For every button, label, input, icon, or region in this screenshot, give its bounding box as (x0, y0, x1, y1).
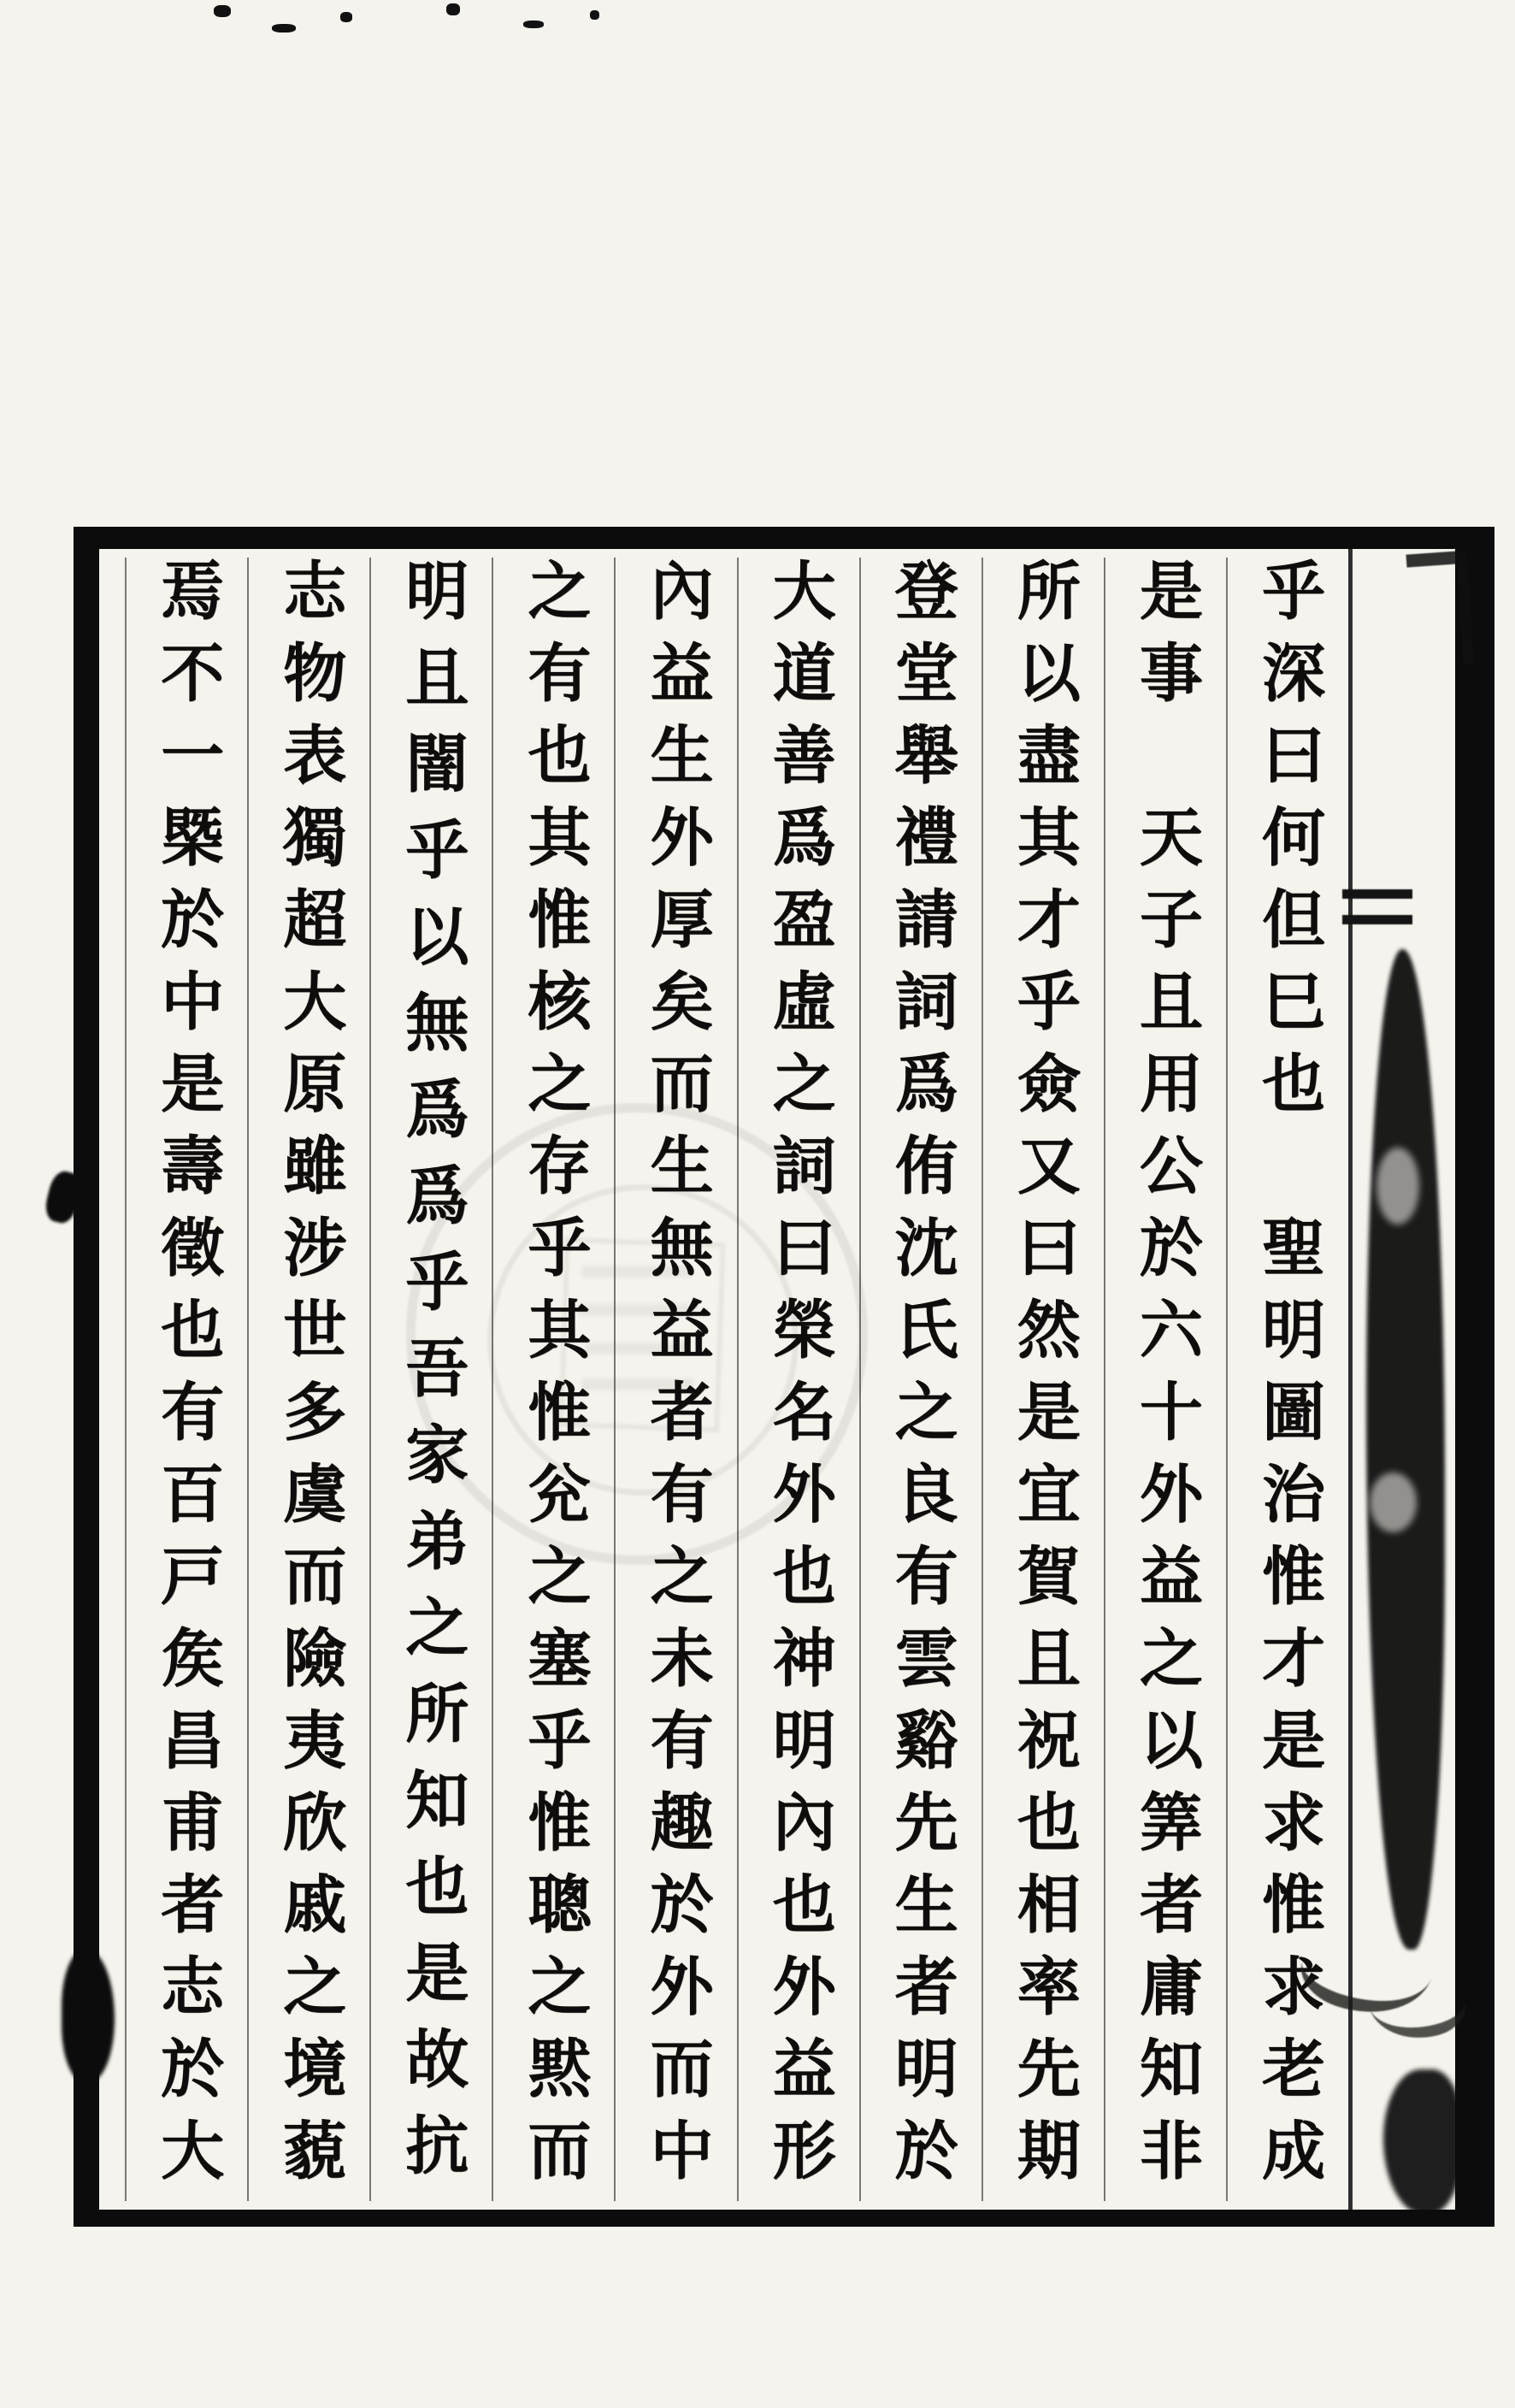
banxin-bar (1342, 889, 1412, 899)
column-text: 明且闇乎以無爲爲乎吾家弟之所知也是故抗 (395, 558, 469, 2198)
text-column-10 (125, 558, 247, 2201)
ink-smudge (1383, 2069, 1462, 2215)
column-text: 內益生外厚矣而生無益者有之未有趣於外而中 (640, 558, 714, 2199)
ink-speck (214, 5, 231, 17)
text-column-9 (247, 558, 369, 2201)
page-frame (74, 527, 1494, 2227)
column-text: 大道善爲盈虛之詞曰榮名外也神明內也外益形 (762, 558, 836, 2199)
text-column-7 (492, 558, 614, 2201)
column-text: 所以盡其才乎僉又曰然是宜賀且祝也相率先期 (1006, 558, 1081, 2199)
ink-speck (272, 24, 296, 32)
banxin-bar (1342, 915, 1412, 924)
column-text: 是事 天子且用公於六十外益之以筭者庸知非 (1129, 558, 1203, 2199)
column-text: 登堂舉禮請詞爲侑沈氏之良有雲谿先生者明於 (884, 558, 958, 2199)
text-column-5 (737, 558, 859, 2201)
column-text: 乎深曰何但巳也 聖明圖治惟才是求惟求老成 (1251, 558, 1325, 2199)
text-area (99, 549, 1348, 2210)
column-text: 志物表獨超大原雖涉世多虞而險夷欣戚之境藐 (273, 558, 347, 2199)
text-column-3 (982, 558, 1104, 2201)
text-column-6 (614, 558, 736, 2201)
text-column-4 (859, 558, 982, 2201)
ink-speck (590, 10, 599, 20)
column-text: 之有也其惟核之存乎其惟兊之塞乎惟聰之黙而 (517, 558, 592, 2199)
ink-speck (340, 12, 352, 22)
text-column-8 (369, 558, 492, 2201)
ink-speck (446, 3, 460, 15)
text-column-2 (1104, 558, 1226, 2201)
ink-smudge (1366, 949, 1445, 1950)
column-text: 焉不一槩於中是壽徵也有百戸矦昌甫者志於大 (150, 558, 225, 2199)
ink-speck (523, 21, 544, 28)
partial-character-mark (1406, 551, 1474, 669)
banxin-strip (1348, 549, 1455, 2210)
